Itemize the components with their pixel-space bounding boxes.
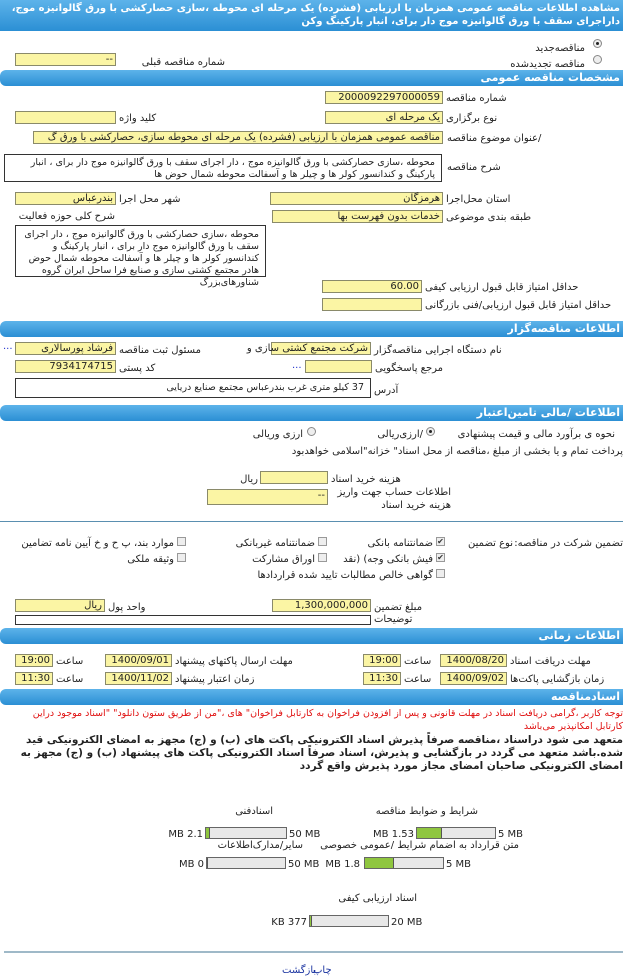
doc-max-quality: 20 MB	[391, 917, 423, 928]
doc-cost-unit: ریال	[240, 474, 258, 485]
doc-cost-field[interactable]	[260, 471, 328, 484]
doc-bar-contract	[364, 857, 444, 869]
divider	[0, 521, 623, 522]
doc-bar-fill	[417, 828, 442, 838]
desc-box: محوطه ،سازی حصارکشی با ورق گالوانیزه موج ، دار اجرای سقف با ورق گالوانیزه موج دار برای ، انبار پارکینگ و کندانسور کولر ها و چیلر ها و آسفالت محوطه شمال حوض ها	[4, 154, 442, 182]
print-link[interactable]: چاپ	[313, 965, 332, 976]
guarantee-type-label: نوع تضمین	[468, 538, 513, 549]
min-tech-field[interactable]	[322, 298, 422, 311]
footer-divider	[4, 951, 623, 953]
doc-max-other: 50 MB	[288, 859, 320, 870]
address-box: 37 کیلو متری غرب بندرعباس مجتمع صنایع دریایی	[15, 378, 371, 398]
doc-bar-fill	[206, 828, 210, 838]
commitment-text: متعهد می شود دراسناد ،مناقصه صرفاً پذیرش اسناد الکترونیکی پاکت های (ب) و (ج) مجهز به امضای الکترونیکی قید شده.باشد متعهد می گردد در بازگشایی و پذیرش، اسناد صرفاً اسناد الکترونیکی پاکت های پیشنهاد (ب) و (ج) مجهز به امضای الکترونیکی صاحبان امضای مجاز مورد پذیرش واقع گردد	[20, 734, 623, 772]
doc-bar-fill	[207, 858, 208, 868]
doc-max-terms: 5 MB	[498, 829, 524, 840]
rial-radio[interactable]	[426, 427, 435, 436]
validity-date-field[interactable]: 1400/11/02	[105, 672, 172, 685]
submit-time-field[interactable]: 19:00	[15, 654, 53, 667]
doc-label-technical: اسنادفنی	[235, 806, 273, 817]
keyword-label: کلید واژه	[119, 113, 157, 124]
number-field[interactable]: 2000092297000059	[325, 91, 443, 104]
bank-guarantee-label: ضمانتنامه بانکی	[367, 538, 433, 549]
new-tender-label: مناقصه‌جدید	[535, 43, 585, 54]
doc-bar-technical	[205, 827, 287, 839]
prev-number-label: شماره مناقصه قبلی	[141, 57, 225, 68]
min-tech-label: حداقل امتیاز قابل قبول ارزیابی/فنی بازرگانی	[425, 300, 612, 311]
page-title-bar: مشاهده اطلاعات مناقصه عمومی همزمان با ارزیابی (فشرده) یک مرحله ای محوطه ،سازی حصارکشی با ورق گالوانیزه موج، داراجرای سقف با ورق گالوانیزه موج دار برای، انبار پارکینگ وکن	[0, 0, 623, 31]
claims-label: گواهی خالص مطالبات تایید شده قراردادها	[257, 570, 433, 581]
fx-label: ارزی وریالی	[252, 429, 303, 440]
postal-field[interactable]: 7934174715	[15, 360, 116, 373]
property-label: وثیقه ملکی	[127, 554, 174, 565]
doc-time-field[interactable]: 19:00	[363, 654, 401, 667]
doc-size-technical: 2.1 MB	[168, 829, 203, 840]
bank-guarantee-checkbox[interactable]: ✔	[437, 537, 444, 546]
doc-deadline-field[interactable]: 1400/08/20	[440, 654, 507, 667]
ref-field[interactable]	[305, 360, 372, 373]
submit-date-field[interactable]: 1400/09/01	[105, 654, 172, 667]
holding-field[interactable]: یک مرحله ای	[325, 111, 443, 124]
time-label: ساعت	[404, 674, 432, 685]
unit-label: واحد پول	[108, 602, 146, 613]
category-field[interactable]: خدمات بدون فهرست بها	[272, 210, 443, 223]
address-label: آدرس	[374, 385, 399, 396]
doc-bar-terms	[416, 827, 496, 839]
download-warning: توجه کاربر ،گرامی دریافت اسناد در مهلت قانونی و پس از افزودن فراخوان به کارتابل فراخوان" های ،"من از طریق ستون دانلود" "اسناد موجود دراین کارتابل امکانپذیر می‌باشد	[32, 708, 623, 732]
doc-label-other: سایر/مدارک‌اطلاعات	[217, 840, 303, 851]
ref-more-link[interactable]: ...	[292, 360, 302, 371]
time-label: ساعت	[56, 674, 84, 685]
account-label: اطلاعات حساب جهت واریز هزینه خرید اسناد	[337, 487, 451, 511]
amount-label: مبلغ تضمین	[374, 602, 423, 613]
doc-max-technical: 50 MB	[289, 829, 321, 840]
org-field[interactable]: شرکت مجتمع کشتی سازی و	[271, 342, 371, 355]
ref-label: مرجع پاسخگویی	[375, 363, 444, 374]
other-guarantee-label: موارد بند، پ ح و خ آیین نامه تضامین	[21, 538, 174, 549]
doc-label-terms: شرایط و ضوابط مناقصه	[375, 806, 478, 817]
category-label: طبقه بندی موضوعی	[446, 212, 532, 223]
postal-label: کد پستی	[119, 363, 156, 374]
doc-label-contract: متن قرارداد به اضمام شرایط /عمومی خصوصی	[320, 840, 519, 851]
renewed-tender-label: مناقصه تجدیدشده	[510, 59, 585, 70]
documents-notes	[8, 707, 623, 773]
doc-deadline-label: مهلت دریافت اسناد	[510, 656, 591, 667]
cash-checkbox[interactable]: ✔	[437, 553, 444, 562]
section-finance: اطلاعات /مالی تامین‌اعتبار	[0, 405, 623, 421]
amount-field[interactable]: 1,300,000,000	[272, 599, 371, 612]
section-documents: اسنادمناقصه	[0, 689, 623, 705]
holding-label: نوع برگزاری	[446, 113, 498, 124]
doc-label-quality: اسناد ارزیابی کیفی	[338, 893, 417, 904]
doc-bar-quality	[309, 915, 389, 927]
doc-bar-other	[206, 857, 286, 869]
doc-bar-fill	[365, 858, 394, 868]
min-quality-label: حداقل امتیاز قابل قبول ارزیابی کیفی	[425, 282, 579, 293]
nonbank-guarantee-label: ضمانتنامه غیربانکی	[235, 538, 315, 549]
guarantee-label: تضمین شرکت در مناقصه:	[514, 538, 623, 549]
open-label: زمان بازگشایی پاکت‌ها	[510, 674, 605, 685]
province-field[interactable]: هرمزگان	[270, 192, 443, 205]
time-label: ساعت	[404, 656, 432, 667]
section-organizer: اطلاعات مناقصه‌گزار	[0, 321, 623, 337]
doc-size-other: 0 MB	[178, 859, 204, 870]
responsible-more-link[interactable]: ...	[3, 341, 13, 352]
prev-number-field[interactable]: --	[15, 53, 116, 66]
subject-field[interactable]: مناقصه عمومی همزمان با ارزیابی (فشرده) یک مرحله ای محوطه سازی، حصارکشی با ورق گ	[33, 131, 443, 144]
back-link[interactable]: بازگشت	[282, 965, 317, 976]
city-field[interactable]: بندرعباس	[15, 192, 116, 205]
unit-field[interactable]: ریال	[15, 599, 105, 612]
keyword-field[interactable]	[15, 111, 116, 124]
min-quality-field[interactable]: 60.00	[322, 280, 422, 293]
org-label: نام دستگاه اجرایی مناقصه‌گزار	[374, 345, 502, 356]
open-time-field[interactable]: 11:30	[363, 672, 401, 685]
nonbank-guarantee-checkbox[interactable]	[318, 537, 327, 546]
doc-size-quality: 377 KB	[271, 917, 307, 928]
city-label: شهر محل اجرا	[119, 194, 181, 205]
doc-bar-fill	[310, 916, 312, 926]
rial-label: /ارزی‌ریالی	[377, 429, 423, 440]
open-date-field[interactable]: 1400/09/02	[440, 672, 507, 685]
subject-label: /عنوان موضوع مناقصه	[447, 133, 542, 144]
responsible-field[interactable]: فرشاد پورسالاری	[15, 342, 116, 355]
notes-field[interactable]	[15, 615, 371, 625]
section-general: مشخصات مناقصه عمومی	[0, 70, 623, 86]
property-checkbox[interactable]	[177, 553, 186, 562]
bonds-label: اوراق مشارکت	[252, 554, 315, 565]
doc-cost-label: هزینه خرید اسناد	[331, 474, 401, 485]
fx-radio[interactable]	[307, 427, 316, 436]
claims-checkbox[interactable]	[436, 569, 445, 578]
doc-max-contract: 5 MB	[446, 859, 472, 870]
treasury-note: پرداخت تمام و یا بخشی از مبلغ ،مناقصه از محل اسناد" خزانه"اسلامی خواهد‌بود	[291, 446, 623, 457]
validity-label: زمان اعتبار پیشنهاد	[175, 674, 255, 685]
other-guarantee-checkbox[interactable]	[177, 537, 186, 546]
province-label: استان محل‌اجرا	[446, 194, 511, 205]
activity-label: شرح کلی حوزه فعالیت	[18, 211, 115, 222]
doc-size-terms: 1.53 MB	[373, 829, 414, 840]
activity-box: محوطه ،سازی حصارکشی با ورق گالوانیزه موج ، دار اجرای سقف با ورق گالوانیزه موج دار برای ، انبار پارکینگ و کندانسور کولر ها و چیلر ها و آسفالت محوطه شمال حوض هادر مجتمع کشتی سازی و صنایع فرا ساحل ایران گروه شناورهای‌بزرگ	[15, 225, 266, 277]
new-tender-radio[interactable]	[593, 39, 602, 48]
account-field[interactable]: --	[207, 489, 328, 505]
validity-time-field[interactable]: 11:30	[15, 672, 53, 685]
number-label: شماره مناقصه	[446, 93, 507, 104]
estimate-label: نحوه ی برآورد مالی و قیمت پیشنهادی	[457, 429, 615, 440]
renewed-tender-radio[interactable]	[593, 55, 602, 64]
notes-label: توضیحات	[374, 614, 413, 625]
time-label: ساعت	[56, 656, 84, 667]
section-timing: اطلاعات زمانی	[0, 628, 623, 644]
doc-size-contract: 1.8 MB	[325, 859, 360, 870]
responsible-label: مسئول ثبت مناقصه	[119, 345, 201, 356]
desc-label: شرح مناقصه	[447, 162, 501, 173]
cash-label: فیش بانکی وجه) (نقد	[343, 554, 433, 565]
submit-label: مهلت ارسال پاکتهای پیشنهاد	[175, 656, 293, 667]
bonds-checkbox[interactable]	[318, 553, 327, 562]
